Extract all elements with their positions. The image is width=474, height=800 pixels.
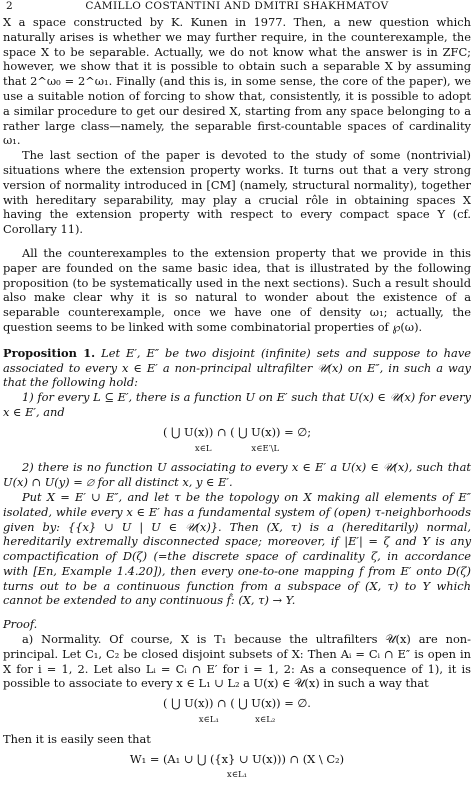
- equation-1: [3, 425, 471, 457]
- proposition-label: Proposition 1.: [3, 345, 96, 360]
- running-title: CAMILLO COSTANTINI AND DMITRI SHAKHMATOV: [85, 0, 389, 12]
- paragraph-counterexamples: All the counterexamples to the extension property that we provide in this paper are founded on the same basic idea, that is illustrated by the following proposition (to be systematically used in the next sections). Such a result should also make clear why it is so natural to wonder about the existence of a separable counterexample, once we have one of density ω₁; actually, the question seems to be linked with some combinatorial properties of ℘(ω).: [3, 245, 471, 334]
- proof-label: Proof.: [3, 617, 38, 632]
- equation-2-subscript-left: x∈L₁: [198, 715, 219, 726]
- equation-2-text: ( ⋃ U(x)) ∩ ( ⋃ U(x)) = ∅.: [163, 696, 311, 711]
- equation-3: [3, 752, 471, 784]
- equation-1-subscript-left: x∈L: [194, 443, 212, 454]
- proposition-construction: Put X = E′ ∪ E″, and let τ be the topology on X making all elements of E″ isolated, while every x ∈ E′ has a fundamental system of (open) τ-neighborhoods given by: {{x} ∪ U | U ∈ 𝒰(x)}. Then (X, τ) is a (hereditarily) normal, hereditarily extremally disconnected space; moreover, if |E′| = ζ and Y is any compactification of D(ζ) (=the discrete space of cardinality ζ, in accordance with [En, Example 1.4.20]), then every one-to-one mapping f from E′ onto D(ζ) turns out to be a continuous function from a subspace of (X, τ) to Y which cannot be extended to any continuous f̂: (X, τ) → Y.: [3, 489, 471, 608]
- page-number: 2: [6, 0, 14, 12]
- equation-3-text: W₁ = (A₁ ∪ ⋃ ({x} ∪ U(x))) ∩ (X \ C₂): [129, 751, 345, 766]
- paragraph-intro-continued: X a space constructed by K. Kunen in 1977. Then, a new question which naturally arises is whether we may further require, in the counterexample, the space X to be separable. Actually, we do not know what the answer is in ZFC; however, we show that it is possible to obtain such a separable X by assuming that 2^ω₀ = 2^ω₁. Finally (and this is, in some sense, the core of the paper), we use a suitable notion of forcing to show that, consistently, it is possible to adopt a similar procedure to get our desired X, starting from any space belonging to a rather large class—namely, the separable first-countable spaces of cardinality ω₁.: [3, 15, 471, 148]
- equation-1-text: ( ⋃ U(x)) ∩ ( ⋃ U(x)) = ∅;: [162, 424, 312, 439]
- proof-then: Then it is easily seen that: [3, 731, 151, 746]
- equation-3-subscript: x∈L₁: [226, 770, 248, 781]
- equation-2: [3, 696, 471, 728]
- condition-1: 1) for every L ⊆ E′, there is a function U on E′ such that U(x) ∈ 𝒰(x) for every x ∈ E′, and: [3, 390, 471, 419]
- proposition-1: [3, 346, 471, 390]
- condition-2: 2) there is no function U associating to every x ∈ E′ a U(x) ∈ 𝒰(x), such that U(x) ∩ U(y) = ∅ for all distinct x, y ∈ E′.: [3, 460, 471, 490]
- equation-1-subscript-right: x∈E′\L: [251, 443, 280, 454]
- proposition-statement: Let E′, E″ be two disjoint (infinite) sets and suppose to have associated to every x ∈ E′ a non-principal ultrafilter 𝒰(x) on E″, in such a way that the following hold:: [3, 345, 471, 390]
- proof-normality: a) Normality. Of course, X is T₁ because the ultrafilters 𝒰(x) are non-principal. Let C₁, C₂ be closed disjoint subsets of X: Then Aᵢ = Cᵢ ∩ E″ is open in X for i = 1, 2. Let also Lᵢ = Cᵢ ∩ E′ for i = 1, 2: As a consequence of 1), it is possible to associate to every x ∈ L₁ ∪ L₂ a U(x) ∈ 𝒰(x) in such a way that: [3, 632, 471, 691]
- equation-2-subscript-right: x∈L₂: [255, 715, 276, 726]
- paper-body: [3, 15, 471, 787]
- running-header: [6, 0, 468, 14]
- paragraph-last-section: The last section of the paper is devoted to the study of some (nontrivial) situations where the extension property works. It turns out that a very strong version of normality introduced in [CM] (namely, structural normality), together with hereditary separability, may play a crucial rôle in obtaining spaces X having the extension property with respect to every compact space Y (cf. Corollary 11).: [3, 148, 471, 237]
